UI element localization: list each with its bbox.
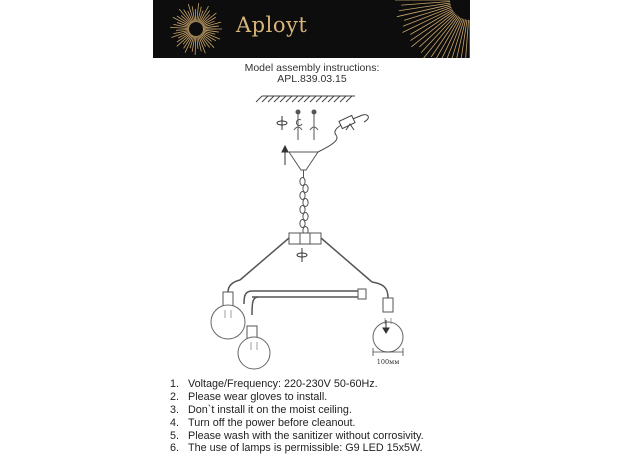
instruction-item: 6. The use of lamps is permissible: G9 LED 15x5W.: [170, 442, 423, 455]
brand-name: Aployt: [236, 13, 308, 37]
instruction-item: 2. Please wear gloves to install.: [170, 390, 328, 403]
lamp-sockets: [223, 292, 393, 340]
ceiling-canopy: [289, 152, 318, 178]
frame-arms: [228, 238, 388, 315]
up-arrow-icon: [282, 146, 288, 165]
suspension-chain: [300, 178, 308, 235]
instruction-item: 1. Voltage/Frequency: 220-230V 50-60Hz.: [170, 378, 378, 390]
instruction-item: 4. Turn off the power before cleanout.: [170, 416, 356, 429]
glass-shades: [211, 305, 403, 369]
instruction-item: 3. Don`t install it on the moist ceiling.: [170, 403, 352, 416]
dimension-label: 100мм: [376, 358, 400, 366]
power-wire: [318, 115, 368, 152]
ceiling-hatch: [256, 96, 355, 102]
central-hub: [289, 233, 321, 244]
instruction-item: 5. Please wash with the sanitizer without corrosivity.: [170, 429, 424, 442]
instructions-list: [170, 378, 424, 455]
mounting-screws-icon: [294, 110, 318, 140]
page-title: Model assembly instructions:: [244, 62, 380, 74]
model-number: APL.839.03.15: [277, 73, 347, 85]
